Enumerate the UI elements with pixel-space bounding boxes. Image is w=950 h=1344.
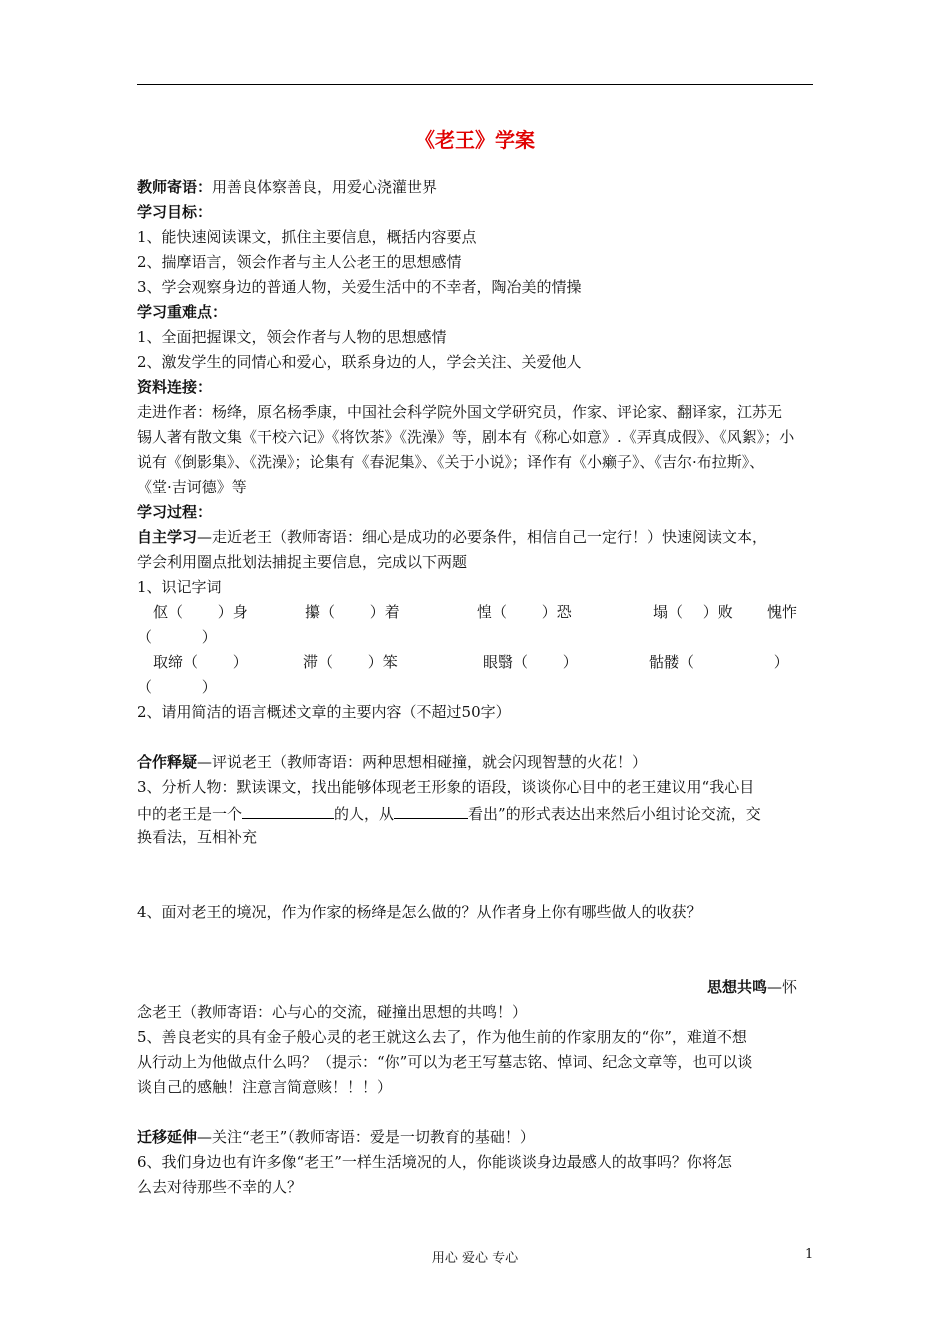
resonate-line-2: 念老王（教师寄语：心与心的交流，碰撞出思想的共鸣！） (137, 1003, 528, 1021)
word-item: 骷髅（ ） (649, 653, 789, 671)
resources-line: 《堂·吉诃德》等 (137, 478, 247, 496)
word-item: 攥（ ）着 (305, 603, 400, 621)
question-2: 2、请用简洁的语言概述文章的主要内容（不超过50字） (137, 703, 511, 721)
self-study-line-2: 学会利用圈点批划法捕捉主要信息，完成以下两题 (137, 553, 468, 571)
motto-text: 用善良体察善良，用爱心浇灌世界 (212, 178, 438, 196)
question-1: 1、识记字词 (137, 578, 222, 596)
self-study-line (137, 525, 813, 550)
page-title: 《老王》学案 (415, 128, 535, 152)
question-5-line: 5、善良老实的具有金子般心灵的老王就这么去了，作为他生前的作家朋友的“你”，难道不想 (137, 1028, 747, 1046)
key-point-item: 2、激发学生的同情心和爱心，联系身边的人，学会关注、关爱他人 (137, 353, 582, 371)
word-row-1 (137, 600, 813, 625)
answer-blank[interactable] (242, 800, 334, 819)
header-rule (137, 84, 813, 85)
resources-heading: 资料连接： (137, 378, 213, 396)
resources-line: 锡人著有散文集《干校六记》《将饮茶》《洗澡》等，剧本有《称心如意》.《弄真成假》、《风絮》；小 (137, 428, 795, 446)
goal-item: 3、学会观察身边的普通人物，关爱生活中的不幸者，陶冶美的情操 (137, 278, 582, 296)
self-study-text: —走近老王（教师寄语：细心是成功的必要条件，相信自己一定行！）快速阅读文本， (197, 528, 768, 546)
key-points-heading: 学习重难点： (137, 303, 228, 321)
answer-blank[interactable] (394, 800, 468, 819)
document-body (137, 175, 813, 1200)
word-item: 眼翳（ ） (483, 653, 578, 671)
goal-item: 2、揣摩语言，领会作者与主人公老王的思想感情 (137, 253, 462, 271)
question-6-line: 么去对待那些不幸的人？ (137, 1178, 303, 1196)
cooperate-text: —评说老王（教师寄语：两种思想相碰撞，就会闪现智慧的火花！） (197, 753, 648, 771)
word-row-2 (137, 650, 813, 675)
cooperate-line (137, 750, 813, 775)
q3-text: 看出”的形式表达出来然后小组讨论交流，交 (468, 805, 761, 823)
question-3-line-3: 换看法，互相补充 (137, 828, 258, 846)
question-5-line: 从行动上为他做点什么吗？（提示：“你”可以为老王写墓志铭、悼词、纪念文章等，也可以谈 (137, 1053, 753, 1071)
word-item: 取缔（ ） (153, 653, 248, 671)
extend-text: —关注“老王”（教师寄语：爱是一切教育的基础！） (197, 1128, 535, 1146)
motto-label: 教师寄语： (137, 178, 213, 196)
resonate-line (137, 975, 813, 1000)
cooperate-label: 合作释疑 (137, 753, 198, 771)
goal-item: 1、能快速阅读课文，抓住主要信息，概括内容要点 (137, 228, 477, 246)
resonate-text: —怀 (766, 978, 797, 996)
resources-line: 走进作者：杨绛，原名杨季康，中国社会科学院外国文学研究员，作家、评论家、翻译家，江苏无 (137, 403, 783, 421)
word-row-1-tail: （ ） (137, 628, 217, 646)
extend-line (137, 1125, 813, 1150)
teacher-motto (137, 175, 813, 200)
goals-heading: 学习目标： (137, 203, 213, 221)
word-item: 伛（ ）身 (153, 603, 248, 621)
question-5-line: 谈自己的感触！注意言简意赅！！！） (137, 1078, 393, 1096)
resources-line: 说有《倒影集》、《洗澡》；论集有《春泥集》、《关于小说》；译作有《小癞子》、《吉尔·布拉斯》、 (137, 453, 765, 471)
question-6-line: 6、我们身边也有许多像“老王”一样生活境况的人，你能谈谈身边最感人的故事吗？你将怎 (137, 1153, 732, 1171)
question-4: 4、面对老王的境况，作为作家的杨绛是怎么做的？从作者身上你有哪些做人的收获？ (137, 903, 702, 921)
self-study-label: 自主学习 (137, 528, 198, 546)
word-item: 滞（ ）笨 (303, 653, 398, 671)
key-point-item: 1、全面把握课文，领会作者与人物的思想感情 (137, 328, 447, 346)
word-row-2-tail: （ ） (137, 678, 217, 696)
process-heading: 学习过程： (137, 503, 213, 521)
extend-label: 迁移延伸 (137, 1128, 198, 1146)
q3-text: 的人，从 (334, 805, 395, 823)
word-item: 塌（ ）败 (653, 603, 733, 621)
word-item: 愧怍 (767, 603, 798, 621)
question-3-line-1: 3、分析人物：默读课文，找出能够体现老王形象的语段，谈谈你心目中的老王建议用“我心目 (137, 778, 755, 796)
q3-text: 中的老王是一个 (137, 805, 243, 823)
word-item: 惶（ ）恐 (477, 603, 572, 621)
page-number: 1 (805, 1247, 814, 1262)
footer-text: 用心 爱心 专心 (431, 1251, 519, 1266)
question-3-line-2 (137, 800, 813, 825)
resonate-label: 思想共鸣 (706, 978, 767, 996)
